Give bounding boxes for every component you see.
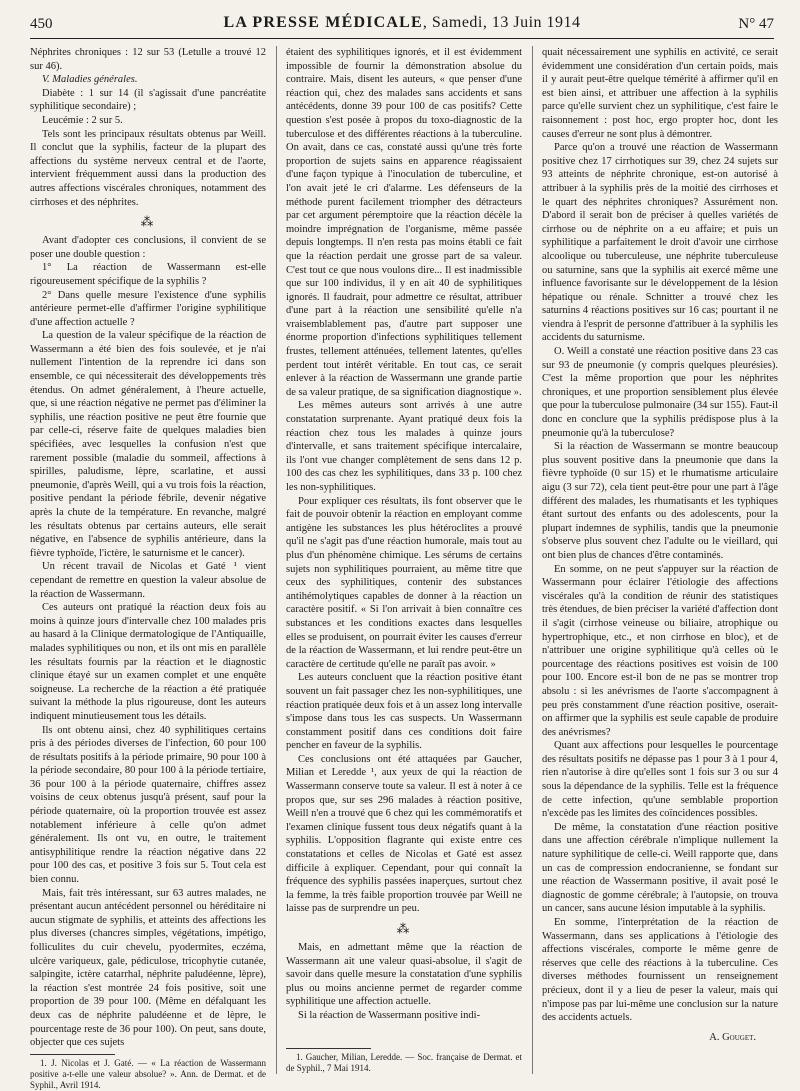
paragraph: Si la réaction de Wassermann positive indi- bbox=[298, 1009, 481, 1021]
section-heading: V. Maladies générales. bbox=[42, 74, 138, 86]
paragraph: Parce qu'on a trouvé une réaction de Wassermann positive chez 17 cirrhotiques sur 39, chez 24 sujets sur 93 atteints de néphrite chronique, est-on autorisé à attribuer à la syphilis près de la moitié des cirrhoses et le quart des néphrites chroniques? Assurément non. D'abord il serait bon de préciser à quelles variétés de cirrhose ou de néphrite on a eu affaire; et puis un syphilitique a parfaitement le droit d'avoir une cirrhose alcoolique ou tuberculeuse, une néphrite tuberculeuse ou saturnine, sans que la syphilis ait exercé même une influence favorisante sur le développement de la lésion hépatique ou rénale. Schnitter a trouvé chez les saturnins 4 réactions positives sur 16 cas; pourtant il ne viendra à l'esprit de personne d'attribuer à la syphilis les accidents du saturnisme. bbox=[542, 142, 778, 344]
paragraph: Quant aux affections pour lesquelles le pourcentage des résultats positifs ne dépasse pas 1 pour 3 à 1 pour 4, rien n'autorise à dire qu'elles sont 1 fois sur 3 ou sur 4 sous la dépendance de la syphilis. Telle est la fréquence de cette infection, qu'une semblable proportion n'excède pas les limites des coïncidences possibles. bbox=[542, 740, 778, 820]
question-1: 1° La réaction de Wassermann est-elle rigoureusement spécifique de la syphilis ? bbox=[30, 262, 266, 287]
paragraph: Leucémie : 2 sur 5. bbox=[42, 114, 123, 126]
column-2 bbox=[286, 46, 522, 1074]
paragraph: En somme, on ne peut s'appuyer sur la réaction de Wassermann pour éclairer l'étiologie des affections viscérales qu'à la condition de réunir des statistiques très étendues, de bien préciser la variété d'affection dont il s'agit (cirrhose veineuse ou biliaire, atrophique ou hypertrophique, etc., et non cirrhose en bloc), et de n'attribuer une origine syphilitique qu'à celles où le pourcentage des réactions positives est voisin de 100 pour 100. Encore est-il bon de ne pas se montrer trop absolu : si les anévrismes de l'aorte s'accompagnent à peu près constamment d'une réaction positive, oserait-on affirmer que la syphilis est seule capable de produire des anévrismes? bbox=[542, 563, 778, 738]
paragraph: Les mêmes auteurs sont arrivés à une autre constatation surprenante. Ayant pratiqué deux fois la réaction chez tous les malades à quinze jours d'intervalle, et sans traitement spécifique intercalaire, ils l'ont vue changer complètement de sens dans 12 p. 100 des cas chez les syphilitiques, dans 33 p. 100 chez les non-syphilitiques. bbox=[286, 400, 522, 493]
paragraph: O. Weill a constaté une réaction positive dans 23 cas sur 93 de pneumonie (y compris quelques pleurésies). C'est la même proportion que pour les néphrites chroniques, et une proportion sensiblement plus élevée que pour la tuberculose pulmonaire (34 sur 155). Faut-il donc en conclure que la syphilis prédispose plus à la pneumonie qu'à la tuberculose? bbox=[542, 346, 778, 439]
paragraph: Ces conclusions ont été attaquées par Gaucher, Milian et Leredde ¹, aux yeux de qui la réaction de Wassermann conserve toute sa valeur. Il est à noter à ce propos que, sur ses 296 malades à réaction positive, Weill n'en a trouvé que 6 chez qui les commémoratifs et l'examen clinique fussent tous deux négatifs quant à la syphilis. L'opposition flagrante qui existe entre ces constatations et celles de Nicolas et Gaté est assez difficile à expliquer. Cependant, pour qui connaît la fréquence des syphilis passées inaperçues, surtout chez la femme, la très faible proportion trouvée par Weill ne laisse pas de surprendre un peu. bbox=[286, 753, 522, 915]
page-number: 450 bbox=[30, 16, 53, 32]
paragraph: Un récent travail de Nicolas et Gaté ¹ vient cependant de remettre en question la valeur absolue de la réaction de Wassermann. bbox=[30, 561, 266, 600]
paragraph: La question de la valeur spécifique de la réaction de Wassermann a été bien des fois soulevée, et je n'ai nullement l'intention de la reprendre ici dans son ensemble, ce qui nécessiterait des développements très étendus. On admet généralement, à l'heure actuelle, que, si une réaction négative ne permet pas d'éliminer la syphilis, une réaction positive ne peut être fournie que par celle-ci, réserve faite de quelques maladies bien spécifiées, avec lesquelles la confusion n'est que rarement possible (maladie du sommeil, affections à spirilles, paludisme, lèpre, scarlatine, et aussi pneumonie, d'après Weill, qui a vu trois fois la réaction, positive pendant la période fébrile, devenir négative après la chute de la température. En revanche, malgré les résultats obtenus par certains auteurs, elle serait négative, en l'absence de syphilis antérieure, dans la fièvre typhoïde, l'ictère, le saturnisme et le cancer). bbox=[30, 330, 266, 559]
column-divider bbox=[532, 46, 533, 1074]
question-2: 2° Dans quelle mesure l'existence d'une syphilis antérieure permet-elle d'affirmer l'origine syphilitique d'une affection actuelle ? bbox=[30, 289, 266, 328]
journal-header bbox=[30, 14, 774, 32]
paragraph: Tels sont les principaux résultats obtenus par Weill. Il conclut que la syphilis, facteur de la plupart des affections du système nerveux central et de l'aorte, intervient fréquemment aussi dans la production des autres affections viscérales chroniques, notamment des cirrhoses et des néphrites. bbox=[30, 128, 266, 208]
footnote-rule bbox=[30, 1054, 115, 1055]
section-separator: ⁂ bbox=[140, 214, 156, 230]
author-signature: A. Gouget. bbox=[709, 1031, 756, 1043]
paragraph: Les auteurs concluent que la réaction positive étant souvent un fait passager chez les non-syphilitiques, une réaction pratiquée deux fois et à un assez long intervalle s'impose dans tous les cas suspects. Un Wassermann constamment positif dans ces conditions doit faire pencher en faveur de la syphilis. bbox=[286, 672, 522, 752]
paragraph: Pour expliquer ces résultats, ils font observer que le fait de pouvoir obtenir la réaction en employant comme antigène les substances les plus hétéroclites a prouvé qu'il ne s'agit pas d'une réaction humorale, mais tout au plus d'un phénomène chimique. Les sérums de certains sujets non syphilitiques pourraient, au même titre que ceux des syphilitiques, contenir des substances antihémolytiques capables de donner à la réaction un caractère positif. « Si l'on arrivait à bien connaître ces substances et les conditions exactes dans lesquelles elles se produisent, on pourrait éviter les causes d'erreur de la réaction de Wassermann, et lui rendre peut-être un caractère de certitude qu'elle ne paraît pas avoir. » bbox=[286, 495, 522, 670]
paragraph: De même, la constatation d'une réaction positive dans une affection cérébrale n'implique nullement la nature syphilitique de celle-ci. Weill rapporte que, dans un cas de compression endocranienne, se fondant sur une réaction de Wassermann positive, il avait posé le diagnostic de gomme cérébrale; à l'autopsie, on trouva un cancer, sans aucune lésion imputable à la syphilis. bbox=[542, 821, 778, 915]
article-body bbox=[30, 46, 778, 1090]
column-divider bbox=[276, 46, 277, 1074]
column-3 bbox=[542, 46, 778, 1074]
paragraph: Mais, en admettant même que la réaction de Wassermann ait une valeur quasi-absolue, il s'agit de savoir dans quelle mesure la constatation d'une syphilis plus ou moins ancienne permet de regarder comme syphilitique une affection actuelle. bbox=[286, 942, 522, 1008]
paragraph: Ils ont obtenu ainsi, chez 40 syphilitiques certains pris à des périodes diverses de l'infection, 60 pour 100 de résultats positifs à la période primaire, 90 pour 100 à la période secondaire, 80 pour 100 à la période tertiaire, 36 pour 100 à la période quaternaire, chiffres assez voisins de ceux obtenus jusqu'à présent, sauf pour la période quaternaire, où la proportion trouvée est assez notablement inférieure à celle qu'on admet généralement. Ils ont vu, en outre, le traitement antisyphilitique rendre la réaction négative dans 22 pour 100 des cas, et positive 3 fois sur 5. Tout cela est bien connu. bbox=[30, 724, 266, 886]
paragraph: quait nécessairement une syphilis en activité, ce serait évidemment une considération d'un certain poids, mais il y aurait peut-être quelque témérité à affirmer qu'il en est bien ainsi, et attribuer une affection à la syphilis parce qu'elle survient chez un syphilitique, c'est faire le raisonnement : post hoc, ergo propter hoc, dont les causes d'erreur ne sont plus à démontrer. bbox=[542, 47, 778, 140]
paragraph: étaient des syphilitiques ignorés, et il est évidemment impossible de fournir la démonstration absolue du contraire. Mais, disent les auteurs, « que penser d'une réaction qui, chez des malades sans accidents et sans antécédents, donne 39 pour 100 de cas positifs? Cette question s'est posée à propos du toxo-diagnostic de la tuberculose et des différentes réactions à la tuberculine. On avait, dans ce cas, constaté aussi qu'une très forte proportion de sujets sains en apparence réagissaient d'une façon typique à l'inoculation de tuberculine, et l'on avait jeté le cri d'alarme. Les défenseurs de la méthode purent facilement triompher des détracteurs par cet argument péremptoire que la réaction décèle la moindre imprégnation de l'organisme, même passée depuis longtemps. Il n'en resta pas moins établi ce fait que la réaction perdait une grosse part de sa valeur. C'est tout ce que nous voulons dire... Il est inadmissible que sur 100 individus, il y en ait 40 de syphilitiques ignorés. Il faudrait, pour admettre ce résultat, attribuer d'une part à la réaction une sensibilité qu'elle n'a vraisemblablement pas, d'autre part supposer une énorme proportion d'infections syphilitiques tellement frustes, tellement atténuées, tellement latentes, qu'elles perdent tout intérêt véritable. En tout cas, ce serait enlever à la réaction de Wassermann une grande partie de sa valeur pratique, de sa signification diagnostique ». bbox=[286, 47, 522, 398]
paragraph: En somme, l'interprétation de la réaction de Wassermann, dans ses applications à l'étiologie des affections viscérales, comporte le même genre de réserves que celle des réactions à la tuberculine. Ces diverses méthodes fournissent un renseignement précieux, dont il y a lieu de peser la valeur, mais qui n'impose pas par lui-même une conclusion sur la nature des accidents actuels. bbox=[542, 917, 778, 1024]
paragraph: Ces auteurs ont pratiqué la réaction deux fois au moins à quinze jours d'intervalle chez 100 malades pris au hasard à la Clinique dermatologique de l'Antiquaille, malades syphilitiques ou non, et ils ont mis en parallèle les résultats fournis par la réaction et le diagnostic clinique étayé sur un examen complet et une enquête soigneuse. La recherche de la réaction a été pratiquée suivant la méthode la plus rigoureuse, dont les auteurs indiquent minutieusement tous les détails. bbox=[30, 602, 266, 722]
page-header bbox=[30, 14, 774, 39]
paragraph: Si la réaction de Wassermann se montre beaucoup plus souvent positive dans la pneumonie que dans la fièvre typhoïde (0 sur 15) et le rhumatisme articulaire aigu (3 sur 72), cela tient peut-être pour une part à l'âge différent des malades, les rhumatisants et les typhiques étant surtout des enfants ou des adolescents, pour la plupart indemnes de syphilis, tandis que la pneumonie s'observe plus souvent chez l'adulte ou le vieillard, qui ont bien plus de chances d'être contaminés. bbox=[542, 441, 778, 561]
issue-date: , Samedi, 13 Juin 1914 bbox=[422, 14, 581, 31]
journal-name: LA PRESSE MÉDICALE bbox=[223, 14, 423, 31]
paragraph: Avant d'adopter ces conclusions, il convient de se poser une double question : bbox=[30, 235, 266, 260]
footnote: 1. J. Nicolas et J. Gaté. — « La réaction de Wassermann positive a-t-elle une valeur absolue? ». Ann. de Dermat. et de Syphil., Avril 1914. bbox=[30, 1057, 266, 1090]
footnote-rule bbox=[286, 1048, 371, 1049]
section-separator: ⁂ bbox=[396, 921, 412, 936]
paragraph: Mais, fait très intéressant, sur 63 autres malades, ne présentant aucun antécédent personnel ou héréditaire ni aucun stigmate de syphilis, et atteints des affections les plus diverses (chancres simples, végétations, impétigo, folliculites du cuir chevelu, pyodermites, eczéma, ulcère variqueux, gale, pédiculose, tricophytie cutanée, salpingite, ictère catarrhal, néphrite paludéenne, lèpre), la réaction s'est montrée 24 fois positive, soit une proportion de 39 pour 100. (Même en défalquant les deux cas de néphrite paludéenne et de lèpre, le pourcentage reste de 36 pour 100). On peut, sans doute, objecter que ces sujets bbox=[30, 887, 266, 1049]
issue-number: N° 47 bbox=[738, 16, 774, 32]
paragraph: Néphrites chroniques : 12 sur 53 (Letulle a trouvé 12 sur 46). bbox=[30, 47, 266, 72]
paragraph: Diabète : 1 sur 14 (il s'agissait d'une pancréatite syphilitique secondaire) ; bbox=[30, 87, 266, 113]
column-1 bbox=[30, 46, 266, 1090]
footnote: 1. Gaucher, Milian, Leredde. — Soc. française de Dermat. et de Syphil., 7 Mai 1914. bbox=[286, 1052, 522, 1073]
